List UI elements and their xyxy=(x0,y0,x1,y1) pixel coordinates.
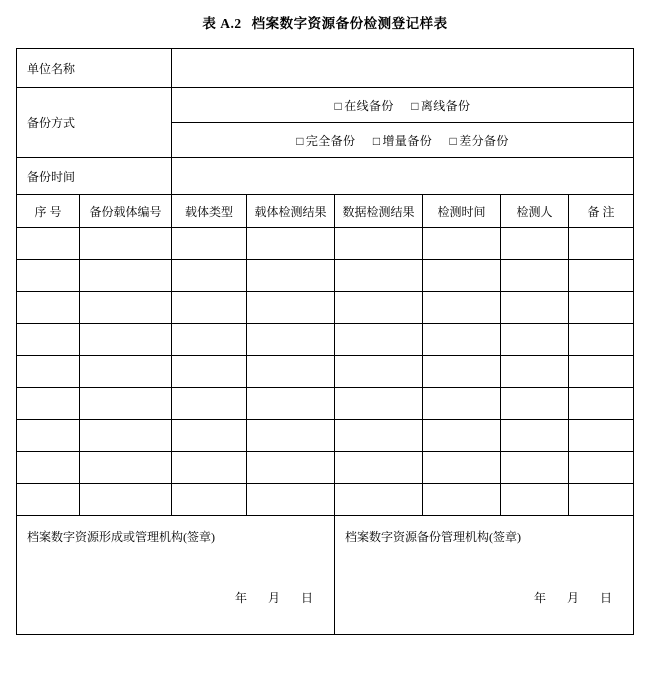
cell[interactable] xyxy=(171,420,246,452)
cell[interactable] xyxy=(568,484,633,516)
cell[interactable] xyxy=(334,420,422,452)
cell[interactable] xyxy=(16,260,79,292)
checkbox-label: 增量备份 xyxy=(382,133,433,148)
table-row xyxy=(16,388,633,420)
cell[interactable] xyxy=(500,452,568,484)
cell[interactable] xyxy=(422,324,500,356)
cell[interactable] xyxy=(16,452,79,484)
checkbox-option-differential[interactable] xyxy=(450,134,509,148)
cell[interactable] xyxy=(422,452,500,484)
cell[interactable] xyxy=(568,292,633,324)
table-row xyxy=(16,292,633,324)
backup-method-options-online-offline[interactable] xyxy=(171,88,633,123)
cell[interactable] xyxy=(422,260,500,292)
checkbox-label: 差分备份 xyxy=(459,133,509,148)
checkbox-option-offline[interactable] xyxy=(411,99,470,113)
cell[interactable] xyxy=(246,356,334,388)
checkbox-label: 离线备份 xyxy=(420,98,471,113)
date-year-label: 年 xyxy=(234,591,247,605)
unit-name-row xyxy=(16,49,633,88)
cell[interactable] xyxy=(334,292,422,324)
cell[interactable] xyxy=(334,260,422,292)
cell[interactable] xyxy=(334,356,422,388)
cell[interactable] xyxy=(500,292,568,324)
cell[interactable] xyxy=(79,388,171,420)
cell[interactable] xyxy=(171,324,246,356)
cell[interactable] xyxy=(16,484,79,516)
checkbox-label: 在线备份 xyxy=(344,98,394,113)
cell[interactable] xyxy=(16,324,79,356)
table-row xyxy=(16,324,633,356)
cell[interactable] xyxy=(16,356,79,388)
cell[interactable] xyxy=(334,484,422,516)
table-header-row xyxy=(16,195,633,228)
cell[interactable] xyxy=(500,388,568,420)
signature-label: 档案数字资源备份管理机构(签章) xyxy=(344,530,521,544)
cell[interactable] xyxy=(500,260,568,292)
cell[interactable] xyxy=(171,388,246,420)
signature-block-backup-manager[interactable] xyxy=(334,516,633,635)
cell[interactable] xyxy=(171,452,246,484)
cell[interactable] xyxy=(568,388,633,420)
cell[interactable] xyxy=(334,228,422,260)
cell[interactable] xyxy=(500,420,568,452)
cell[interactable] xyxy=(246,324,334,356)
cell[interactable] xyxy=(422,388,500,420)
cell[interactable] xyxy=(79,228,171,260)
backup-time-label: 备份时间 xyxy=(16,158,171,195)
signature-row xyxy=(16,516,633,635)
backup-time-row xyxy=(16,158,633,195)
table-row xyxy=(16,356,633,388)
checkbox-icon[interactable]: □ xyxy=(296,133,304,148)
table-number: 表 A.2 xyxy=(202,16,242,31)
document-page xyxy=(0,12,650,694)
column-header-序号: 序 号 xyxy=(16,195,79,228)
cell[interactable] xyxy=(246,228,334,260)
checkbox-icon[interactable]: □ xyxy=(372,133,381,148)
table-row xyxy=(16,484,633,516)
signature-block-creator[interactable] xyxy=(16,516,334,635)
backup-method-label: 备份方式 xyxy=(16,88,171,158)
signature-label: 档案数字资源形成或管理机构(签章) xyxy=(26,530,215,544)
cell[interactable] xyxy=(500,356,568,388)
backup-inspection-form-table xyxy=(16,48,634,635)
date-day-label: 日 xyxy=(300,591,313,605)
cell[interactable] xyxy=(16,420,79,452)
date-year-label: 年 xyxy=(534,591,547,605)
date-day-label: 日 xyxy=(600,591,613,605)
column-header-检测人: 检测人 xyxy=(500,195,568,228)
cell[interactable] xyxy=(171,356,246,388)
cell[interactable] xyxy=(79,452,171,484)
signature-date-line[interactable] xyxy=(226,589,322,606)
cell[interactable] xyxy=(500,324,568,356)
checkbox-option-incremental[interactable] xyxy=(373,134,432,148)
cell[interactable] xyxy=(422,228,500,260)
unit-name-value[interactable] xyxy=(171,49,633,88)
column-header-载体类型: 载体类型 xyxy=(171,195,246,228)
column-header-备注: 备 注 xyxy=(568,195,633,228)
cell[interactable] xyxy=(171,228,246,260)
cell[interactable] xyxy=(246,484,334,516)
cell[interactable] xyxy=(422,292,500,324)
cell[interactable] xyxy=(568,228,633,260)
table-row xyxy=(16,228,633,260)
date-month-label: 月 xyxy=(267,591,280,605)
cell[interactable] xyxy=(16,388,79,420)
cell[interactable] xyxy=(568,324,633,356)
cell[interactable] xyxy=(16,228,79,260)
column-header-备份载体编号: 备份载体编号 xyxy=(79,195,171,228)
cell[interactable] xyxy=(79,260,171,292)
table-title: 档案数字资源备份检测登记样表 xyxy=(251,16,448,31)
table-row xyxy=(16,260,633,292)
column-header-载体检测结果: 载体检测结果 xyxy=(246,195,334,228)
checkbox-icon[interactable]: □ xyxy=(334,98,343,113)
cell[interactable] xyxy=(568,420,633,452)
cell[interactable] xyxy=(568,452,633,484)
cell[interactable] xyxy=(171,292,246,324)
cell[interactable] xyxy=(246,420,334,452)
checkbox-label: 完全备份 xyxy=(305,133,356,148)
backup-method-options-full-incremental-differential[interactable] xyxy=(171,123,633,158)
cell[interactable] xyxy=(568,260,633,292)
unit-name-label: 单位名称 xyxy=(16,49,171,88)
cell[interactable] xyxy=(500,228,568,260)
checkbox-option-full[interactable] xyxy=(296,134,355,148)
cell[interactable] xyxy=(79,420,171,452)
cell[interactable] xyxy=(79,324,171,356)
cell[interactable] xyxy=(246,452,334,484)
cell[interactable] xyxy=(171,260,246,292)
cell[interactable] xyxy=(500,484,568,516)
cell[interactable] xyxy=(171,484,246,516)
column-header-检测时间: 检测时间 xyxy=(422,195,500,228)
cell[interactable] xyxy=(422,420,500,452)
checkbox-icon[interactable]: □ xyxy=(411,98,419,113)
cell[interactable] xyxy=(246,388,334,420)
checkbox-option-online[interactable] xyxy=(335,99,394,113)
backup-time-value[interactable] xyxy=(171,158,633,195)
cell[interactable] xyxy=(79,292,171,324)
cell[interactable] xyxy=(16,292,79,324)
backup-method-row-online xyxy=(16,88,633,123)
cell[interactable] xyxy=(334,388,422,420)
cell[interactable] xyxy=(422,484,500,516)
cell[interactable] xyxy=(79,356,171,388)
cell[interactable] xyxy=(334,452,422,484)
date-month-label: 月 xyxy=(567,591,580,605)
checkbox-icon[interactable]: □ xyxy=(449,133,458,148)
table-row xyxy=(16,452,633,484)
signature-date-line[interactable] xyxy=(525,589,621,606)
cell[interactable] xyxy=(422,356,500,388)
column-header-数据检测结果: 数据检测结果 xyxy=(334,195,422,228)
page-title xyxy=(0,12,650,32)
cell[interactable] xyxy=(246,292,334,324)
cell[interactable] xyxy=(79,484,171,516)
cell[interactable] xyxy=(246,260,334,292)
cell[interactable] xyxy=(334,324,422,356)
table-row xyxy=(16,420,633,452)
cell[interactable] xyxy=(568,356,633,388)
